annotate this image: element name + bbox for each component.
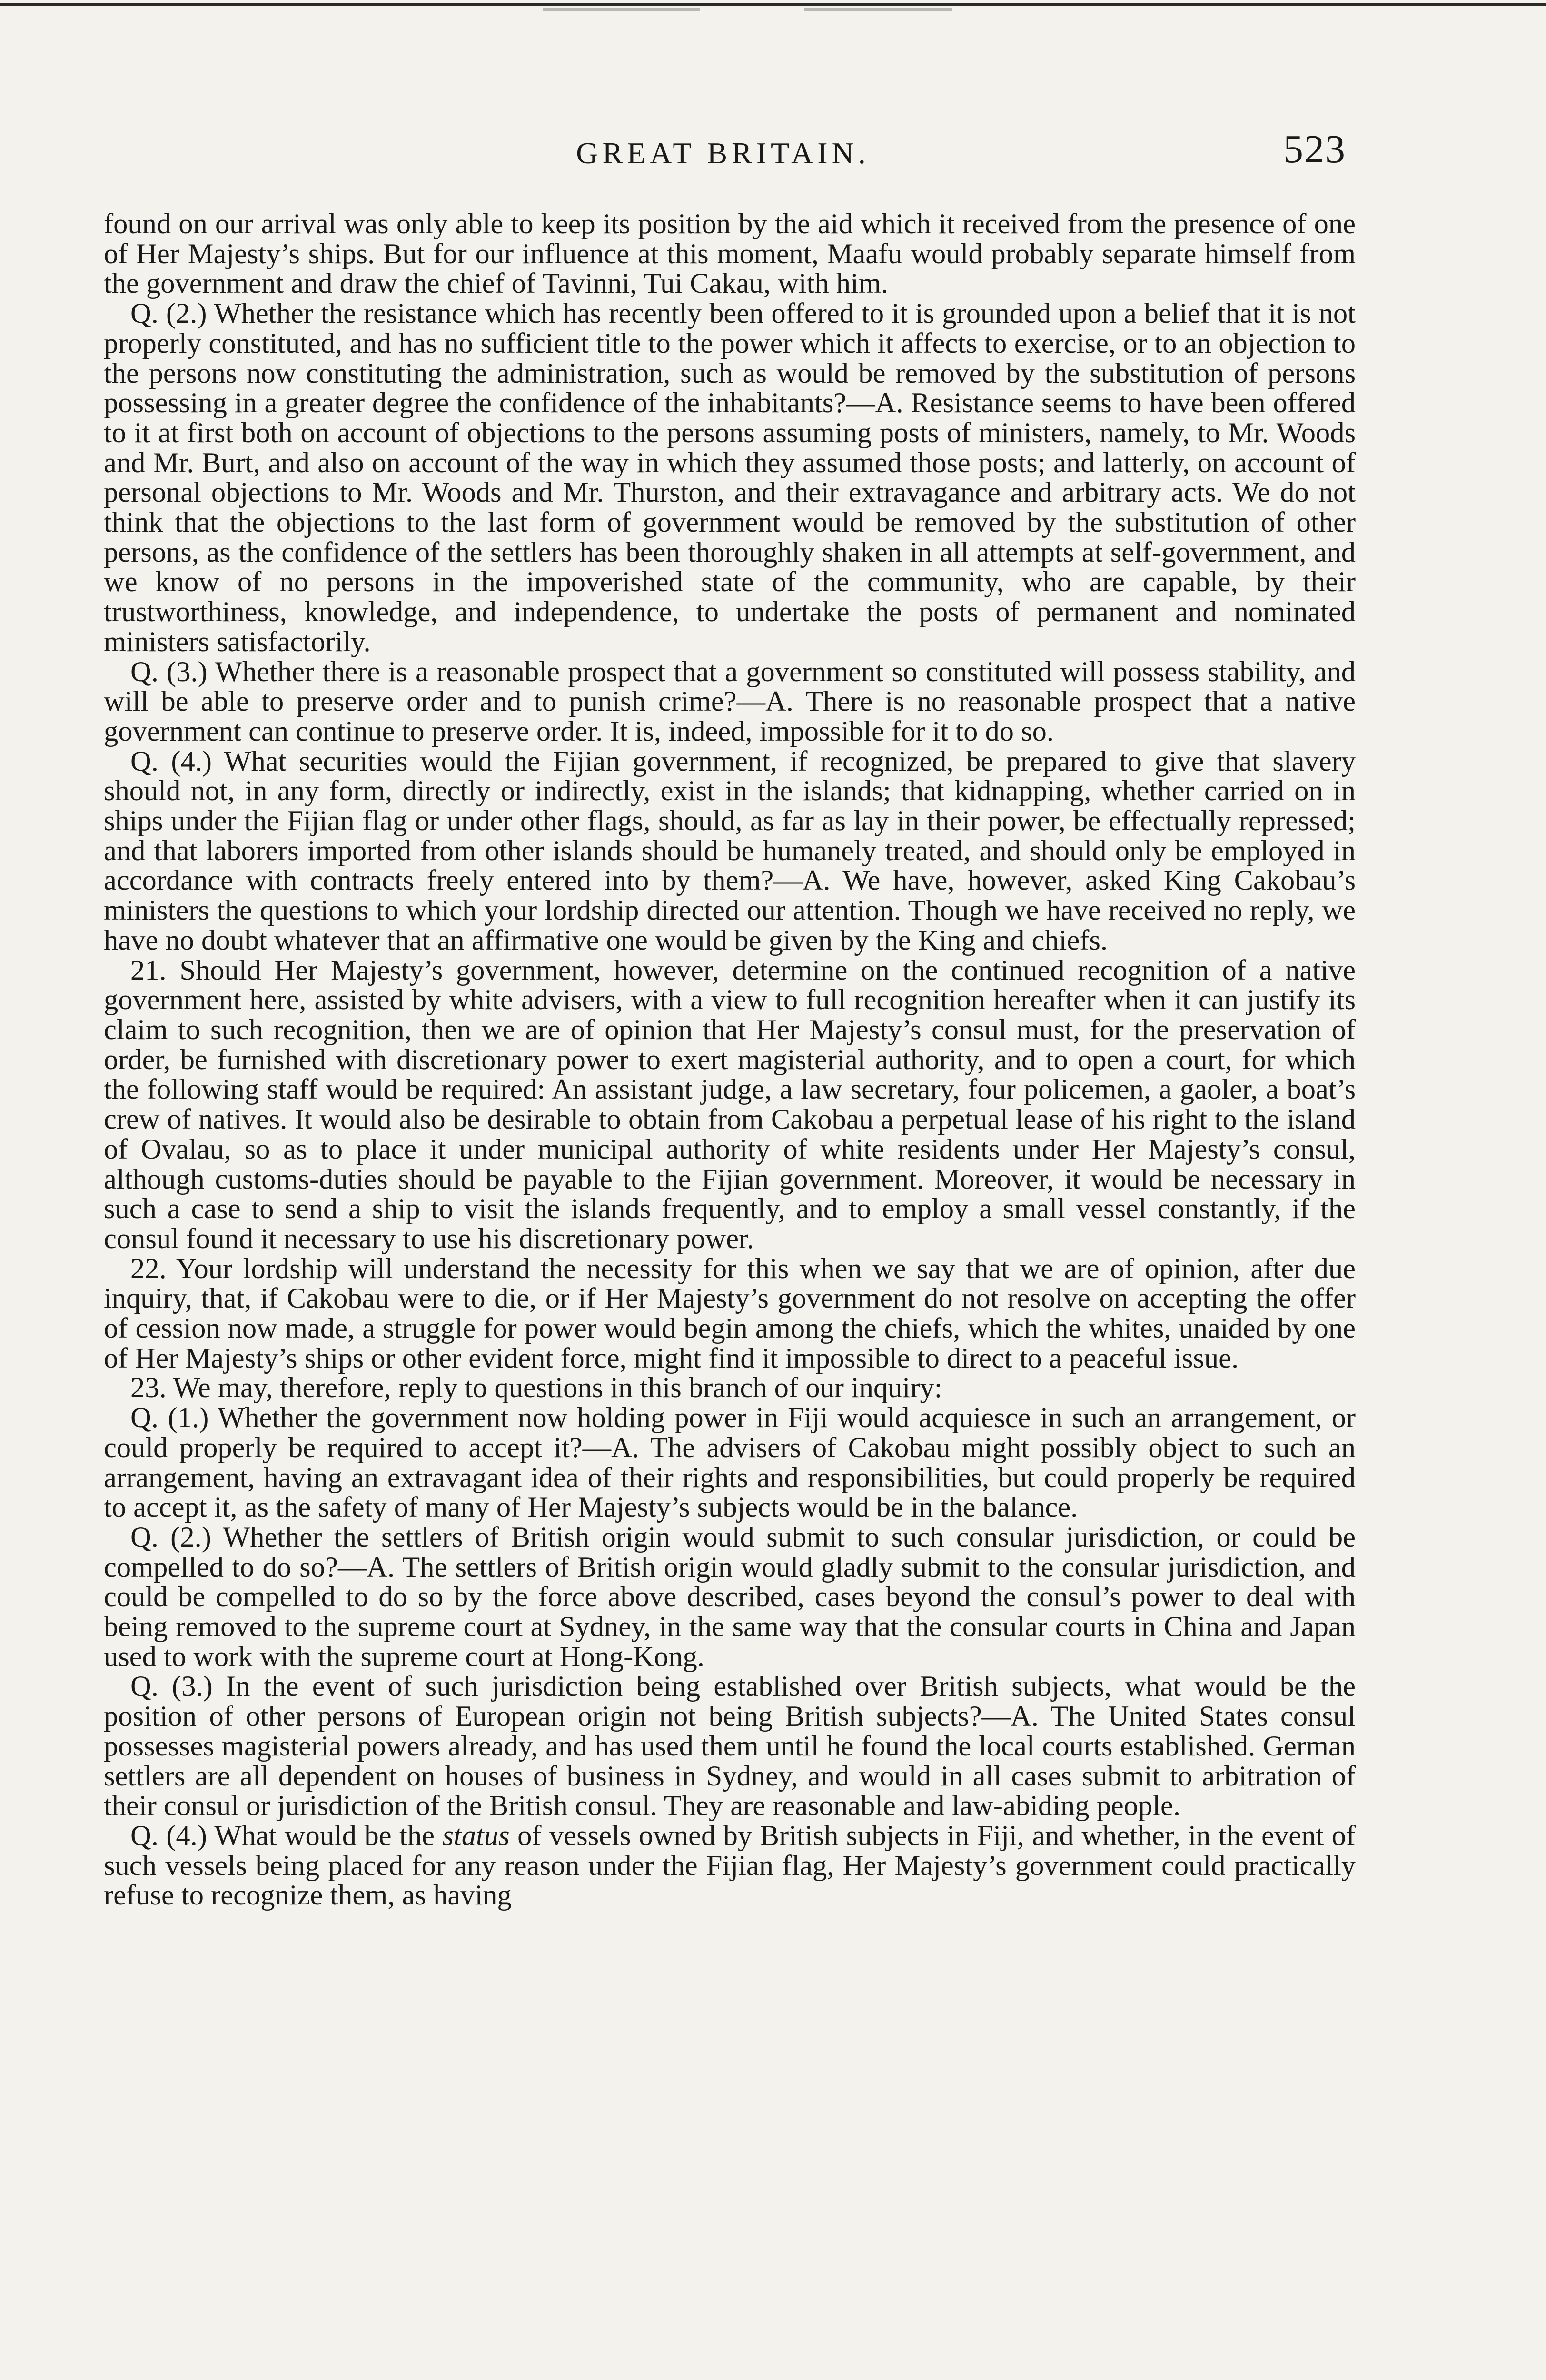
body-text [104, 209, 1356, 1911]
scan-specks-right [804, 8, 952, 11]
paragraph-q4: Q. (4.) What securities would the Fijian government, if recognized, be prepared to give that slavery should not, in any form, directly or indirectly, exist in the islands; that kidnapping, whether carried on in ships under the Fijian flag or under other flags, should, as far as lay in their power, be effectually repressed; and that laborers imported from other islands should be humanely treated, and should only be employed in accordance with contracts freely entered into by them?—A. We have, however, asked King Cakobau’s ministers the questions to which your lordship directed our attention. Though we have received no reply, we have no doubt whatever that an affirmative one would be given by the King and chiefs. [104, 745, 1356, 956]
paragraph-21: 21. Should Her Majesty’s government, however, determine on the continued recognition of a native government here, assisted by white advisers, with a view to full recognition hereafter when it can justify its claim to such recognition, then we are of opinion that Her Majesty’s consul must, for the preservation of order, be furnished with discretionary power to exert magisterial authority, and to open a court, for which the following staff would be required: An assistant judge, a law secretary, four policemen, a gaoler, a boat’s crew of natives. It would also be desirable to obtain from Cakobau a perpetual lease of his right to the island of Ovalau, so as to place it under municipal authority of white residents under Her Majesty’s consul, although customs-duties should be payable to the Fijian government. Moreover, it would be necessary in such a case to send a ship to visit the islands frequently, and to employ a small vessel constantly, if the consul found it necessary to use his discretionary power. [104, 954, 1356, 1255]
status-italic: status [442, 1819, 510, 1852]
paragraph-q2: Q. (2.) Whether the resistance which has recently been offered to it is grounded upon a belief that it is not properly constituted, and has no sufficient title to the power which it affects to exercise, or to an objection to the persons now constituting the administration, such as would be removed by the substitution of persons possessing in a greater degree the confidence of the inhabitants?—A. Resistance seems to have been offered to it at first both on account of objections to the persons assuming posts of ministers, namely, to Mr. Woods and Mr. Burt, and also on account of the way in which they assumed those posts; and latterly, on account of personal objections to Mr. Woods and Mr. Thurston, and their extravagance and arbitrary acts. We do not think that the objections to the last form of government would be removed by the substitution of other persons, as the confidence of the settlers has been thoroughly shaken in all attempts at self-government, and we know of no persons in the impoverished state of the community, who are capable, by their trustworthiness, knowledge, and independence, to undertake the posts of permanent and nominated ministers satisfactorily. [104, 298, 1356, 658]
paragraph-continued: found on our arrival was only able to keep its position by the aid which it received from the presence of one of Her Majesty’s ships. But for our influence at this moment, Maafu would probably separate himself from the government and draw the chief of Tavinni, Tui Cakau, with him. [104, 208, 1356, 300]
scan-specks-left [543, 8, 700, 11]
q4-rest: of vessels owned by British subjects in Fiji, and whether, in the event of such vessels being placed for any reason under the Fijian flag, Her Majesty’s government could practically refuse to recognize them, as having [104, 1819, 1356, 1912]
paragraph-23-q2: Q. (2.) Whether the settlers of British origin would submit to such consular jurisdiction, or could be compelled to do so?—A. The settlers of British origin would gladly submit to the consular jurisdiction, and could be compelled to do so by the force above described, cases beyond the consul’s power to deal with being removed to the supreme court at Sydney, in the same way that the consular courts in China and Japan used to work with the supreme court at Hong-Kong. [104, 1521, 1356, 1673]
q4-lead: Q. (4.) What would be the [130, 1819, 443, 1852]
paragraph-23-q4 [104, 1821, 1356, 1911]
paragraph-q3: Q. (3.) Whether there is a reasonable prospect that a government so constituted will possess stability, and will be able to preserve order and to punish crime?—A. There is no reasonable prospect that a native government can continue to preserve order. It is, indeed, impossible for it to do so. [104, 655, 1356, 747]
page-number: 523 [1283, 127, 1346, 171]
paragraph-22: 22. Your lordship will understand the necessity for this when we say that we are of opinion, after due inquiry, that, if Cakobau were to die, or if Her Majesty’s government do not resolve on accepting the offer of cession now made, a struggle for power would begin among the chiefs, which the whites, unaided by one of Her Majesty’s ships or other evident force, might find it impossible to direct to a peaceful issue. [104, 1252, 1356, 1374]
paragraph-23-q3: Q. (3.) In the event of such jurisdiction being established over British subjects, what would be the position of other persons of European origin not being British subjects?—A. The United States consul possesses magisterial powers already, and has used them until he found the local courts established. German settlers are all dependent on houses of business in Sydney, and would in all cases submit to arbitration of their consul or jurisdiction of the British consul. They are reasonable and law-abiding people. [104, 1670, 1356, 1822]
paragraph-23-q1: Q. (1.) Whether the government now holding power in Fiji would acquiesce in such an arrangement, or could properly be required to accept it?—A. The advisers of Cakobau might possibly object to such an arrangement, having an extravagant idea of their rights and responsibilities, but could properly be required to accept it, as the safety of many of Her Majesty’s subjects would be in the balance. [104, 1402, 1356, 1524]
running-head: GREAT BRITAIN. [576, 136, 870, 170]
scan-top-edge [0, 3, 1546, 6]
paragraph-23: 23. We may, therefore, reply to questions in this branch of our inquiry: [130, 1372, 942, 1404]
